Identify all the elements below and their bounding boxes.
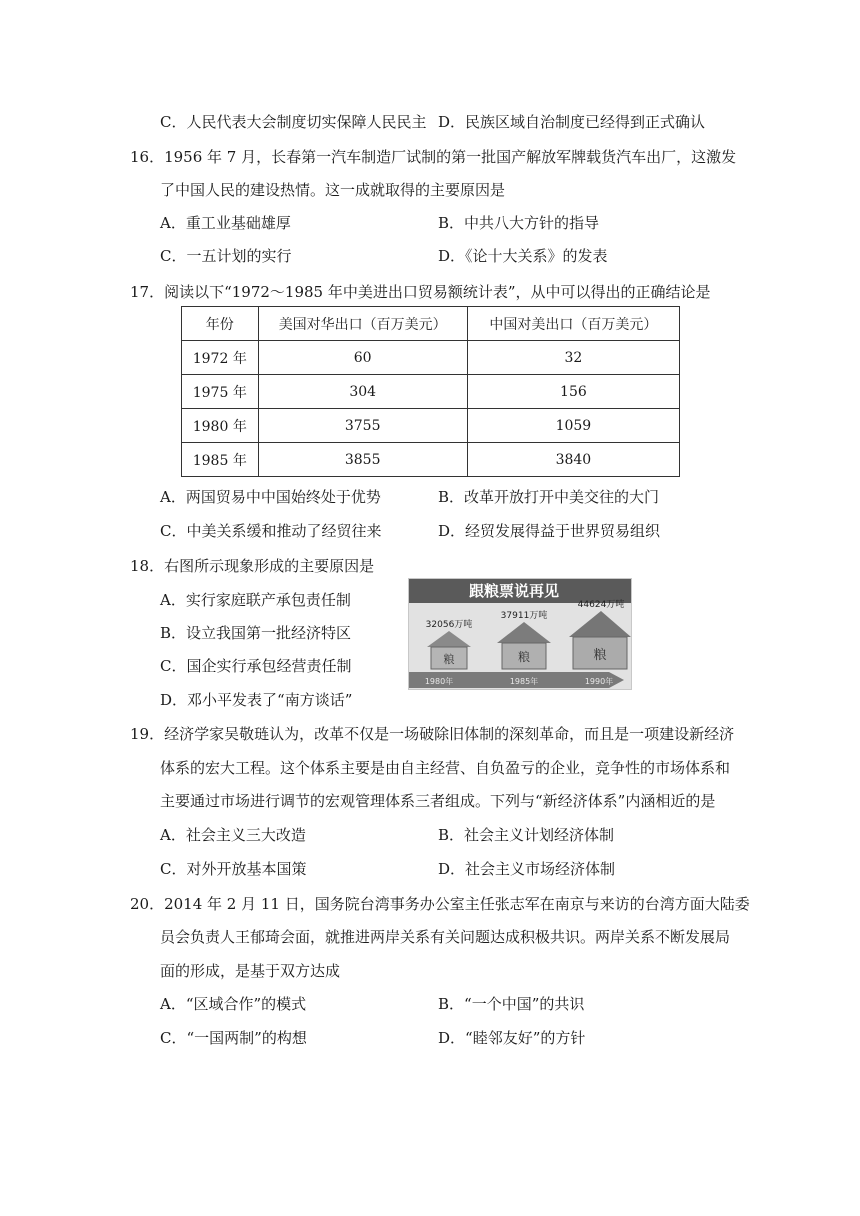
q19-stem-line1: 19．经济学家吴敬琏认为，改革不仅是一场破除旧体制的深刻革命，而且是一项建设新经济 xyxy=(130,725,735,743)
table-cell: 1059 xyxy=(467,409,679,443)
table-header-china-export: 中国对美出口（百万美元） xyxy=(467,307,679,341)
q19-option-d: D．社会主义市场经济体制 xyxy=(438,860,616,878)
table-cell: 1980 年 xyxy=(182,409,259,443)
q17-option-c: C．中美关系缓和推动了经贸往来 xyxy=(160,522,382,540)
q15-option-c: C．人民代表大会制度切实保障人民民主 xyxy=(160,113,427,131)
grain-ticket-figure xyxy=(408,578,632,690)
q19-stem-line2: 体系的宏大工程。这个体系主要是由自主经营、自负盈亏的企业，竞争性的市场体系和 xyxy=(160,759,731,777)
q18-stem-line1: 18．右图所示现象形成的主要原因是 xyxy=(130,557,375,575)
q20-option-a: A．“区域合作”的模式 xyxy=(160,995,307,1013)
q17-option-d: D．经贸发展得益于世界贸易组织 xyxy=(438,522,661,540)
q20-stem-line1: 20．2014 年 2 月 11 日，国务院台湾事务办公室主任张志军在南京与来访的台湾方面大陆委 xyxy=(130,895,750,913)
q19-stem-line3: 主要通过市场进行调节的宏观管理体系三者组成。下列与“新经济体系”内涵相近的是 xyxy=(160,792,716,810)
table-row xyxy=(182,341,680,375)
table-cell: 60 xyxy=(258,341,467,375)
year-label-1980: 1980年 xyxy=(424,677,454,686)
q17-stem-line1: 17．阅读以下“1972～1985 年中美进出口贸易额统计表”，从中可以得出的正确结论是 xyxy=(130,283,711,301)
table-cell: 3840 xyxy=(467,443,679,477)
table-cell: 3755 xyxy=(258,409,467,443)
table-cell: 32 xyxy=(467,341,679,375)
q20-stem-line2: 员会负责人王郁琦会面，就推进两岸关系有关问题达成积极共识。两岸关系不断发展局 xyxy=(160,928,731,946)
year-label-1985: 1985年 xyxy=(509,677,539,686)
q20-option-c: C．“一国两制”的构想 xyxy=(160,1029,307,1047)
granary-label: 粮 xyxy=(443,653,455,666)
q17-option-a: A．两国贸易中中国始终处于优势 xyxy=(160,488,381,506)
q20-option-d: D．“睦邻友好”的方针 xyxy=(438,1029,586,1047)
granary-1985 xyxy=(497,622,551,669)
table-cell: 1975 年 xyxy=(182,375,259,409)
amount-label-1985: 37911万吨 xyxy=(500,611,548,621)
table-header-year: 年份 xyxy=(182,307,259,341)
table-cell: 1972 年 xyxy=(182,341,259,375)
q20-stem-line3: 面的形成，是基于双方达成 xyxy=(160,962,341,980)
table-header-us-export: 美国对华出口（百万美元） xyxy=(258,307,467,341)
q16-stem-line1: 16．1956 年 7 月，长春第一汽车制造厂试制的第一批国产解放军牌载货汽车出厂，这激发 xyxy=(130,148,737,166)
q19-option-c: C．对外开放基本国策 xyxy=(160,860,307,878)
q16-option-a: A．重工业基础雄厚 xyxy=(160,214,291,232)
granary-label: 粮 xyxy=(517,650,531,664)
q18-option-c: C．国企实行承包经营责任制 xyxy=(160,657,352,675)
q18-option-a: A．实行家庭联产承包责任制 xyxy=(160,591,351,609)
q19-option-a: A．社会主义三大改造 xyxy=(160,826,306,844)
table-row xyxy=(182,375,680,409)
q18-option-d: D．邓小平发表了“南方谈话” xyxy=(160,691,353,709)
year-label-1990: 1990年 xyxy=(584,677,614,686)
q16-option-c: C．一五计划的实行 xyxy=(160,247,292,265)
table-row xyxy=(182,409,680,443)
q15-option-d: D．民族区域自治制度已经得到正式确认 xyxy=(438,113,706,131)
table-header-row xyxy=(182,307,680,341)
table-cell: 304 xyxy=(258,375,467,409)
q16-stem-line2: 了中国人民的建设热情。这一成就取得的主要原因是 xyxy=(160,181,506,199)
q17-option-b: B．改革开放打开中美交往的大门 xyxy=(438,488,660,506)
table-cell: 156 xyxy=(467,375,679,409)
q19-option-b: B．社会主义计划经济体制 xyxy=(438,826,615,844)
trade-table xyxy=(181,306,680,477)
q16-option-d: D．《论十大关系》的发表 xyxy=(438,247,608,265)
q16-option-b: B．中共八大方针的指导 xyxy=(438,214,600,232)
table-cell: 1985 年 xyxy=(182,443,259,477)
amount-label-1980: 32056万吨 xyxy=(425,620,473,630)
table-row xyxy=(182,443,680,477)
q20-option-b: B．“一个中国”的共识 xyxy=(438,995,585,1013)
table-cell: 3855 xyxy=(258,443,467,477)
q18-option-b: B．设立我国第一批经济特区 xyxy=(160,624,352,642)
granary-1990 xyxy=(569,611,631,669)
granary-1980 xyxy=(427,631,471,669)
amount-label-1990: 44624万吨 xyxy=(577,600,625,610)
granary-label: 粮 xyxy=(593,648,607,663)
figure-title: 跟粮票说再见 xyxy=(468,582,560,600)
